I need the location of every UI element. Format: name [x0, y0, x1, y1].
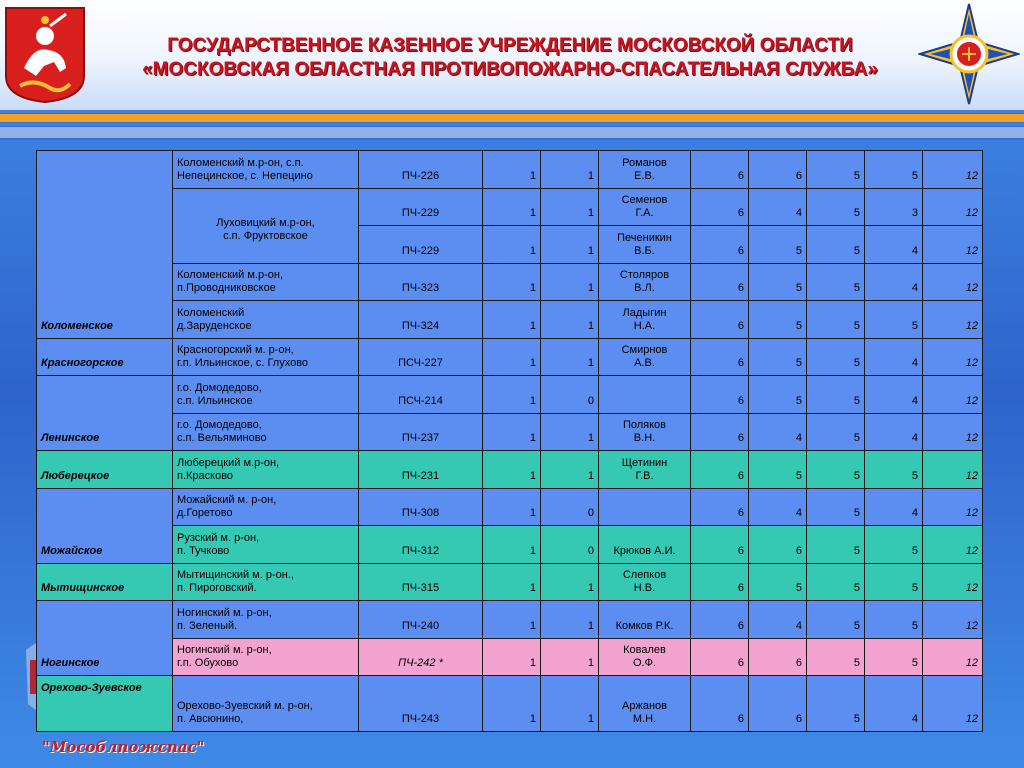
- region-cell: Можайское: [37, 488, 173, 563]
- value-cell: 1: [483, 451, 541, 489]
- value-cell: 0: [541, 376, 599, 414]
- value-cell: 6: [691, 226, 749, 264]
- region-cell: Мытищинское: [37, 563, 173, 601]
- value-cell: 6: [749, 151, 807, 189]
- value-cell: 4: [865, 413, 923, 451]
- value-cell: 1: [483, 376, 541, 414]
- value-cell: 1: [541, 301, 599, 339]
- value-cell: 5: [865, 451, 923, 489]
- location-cell: Коломенский м.р-он, с.п. Непецинское, с. Непецино: [173, 151, 359, 189]
- value-cell: 12: [923, 376, 983, 414]
- value-cell: 6: [691, 563, 749, 601]
- location-cell: Коломенский д.Заруденское: [173, 301, 359, 339]
- fire-stations-table: [36, 150, 983, 732]
- chief-cell: Поляков В.Н.: [599, 413, 691, 451]
- value-cell: 1: [541, 263, 599, 301]
- value-cell: 1: [541, 338, 599, 376]
- value-cell: 4: [749, 601, 807, 639]
- table-row: [37, 451, 983, 489]
- chief-cell: Печеникин В.Б.: [599, 226, 691, 264]
- value-cell: 1: [483, 638, 541, 676]
- value-cell: 5: [865, 601, 923, 639]
- value-cell: 5: [749, 563, 807, 601]
- value-cell: 6: [691, 376, 749, 414]
- chief-cell: [599, 376, 691, 414]
- region-cell: Орехово-Зуевское: [37, 676, 173, 732]
- value-cell: 1: [483, 676, 541, 732]
- value-cell: 4: [865, 226, 923, 264]
- fire-rescue-emblem-icon: [918, 2, 1020, 106]
- value-cell: 5: [749, 263, 807, 301]
- table-row: [37, 188, 983, 226]
- unit-cell: ПСЧ-214: [359, 376, 483, 414]
- location-cell: Ногинский м. р-он, г.п. Обухово: [173, 638, 359, 676]
- chief-cell: Ковалев О.Ф.: [599, 638, 691, 676]
- value-cell: 1: [483, 488, 541, 526]
- value-cell: 1: [483, 601, 541, 639]
- value-cell: 5: [807, 676, 865, 732]
- region-cell: Коломенское: [37, 151, 173, 339]
- value-cell: 12: [923, 413, 983, 451]
- value-cell: 12: [923, 638, 983, 676]
- table-row: [37, 601, 983, 639]
- table-row: [37, 376, 983, 414]
- value-cell: 1: [541, 151, 599, 189]
- chief-cell: Семенов Г.А.: [599, 188, 691, 226]
- location-cell: Красногорский м. р-он, г.п. Ильинское, с. Глухово: [173, 338, 359, 376]
- unit-cell: ПЧ-240: [359, 601, 483, 639]
- value-cell: 12: [923, 263, 983, 301]
- location-cell: г.о. Домодедово, с.п. Ильинское: [173, 376, 359, 414]
- value-cell: 5: [749, 338, 807, 376]
- unit-cell: ПЧ-243: [359, 676, 483, 732]
- value-cell: 5: [807, 488, 865, 526]
- value-cell: 6: [691, 638, 749, 676]
- region-cell: Люберецкое: [37, 451, 173, 489]
- chief-cell: Слепков Н.В.: [599, 563, 691, 601]
- value-cell: 5: [807, 301, 865, 339]
- chief-cell: Щетинин Г.В.: [599, 451, 691, 489]
- value-cell: 1: [483, 526, 541, 564]
- region-cell: Ногинское: [37, 601, 173, 676]
- location-cell: Коломенский м.р-он, п.Проводниковское: [173, 263, 359, 301]
- unit-cell: ПЧ-308: [359, 488, 483, 526]
- chief-cell: Смирнов А.В.: [599, 338, 691, 376]
- value-cell: 4: [865, 338, 923, 376]
- value-cell: 1: [541, 226, 599, 264]
- value-cell: 4: [749, 488, 807, 526]
- value-cell: 12: [923, 451, 983, 489]
- table-row: [37, 488, 983, 526]
- value-cell: 5: [807, 451, 865, 489]
- value-cell: 12: [923, 601, 983, 639]
- value-cell: 6: [691, 151, 749, 189]
- table-row: [37, 563, 983, 601]
- value-cell: 6: [691, 188, 749, 226]
- value-cell: 1: [541, 638, 599, 676]
- page-title: [100, 34, 920, 82]
- value-cell: 5: [807, 376, 865, 414]
- unit-cell: ПЧ-323: [359, 263, 483, 301]
- unit-cell: ПЧ-324: [359, 301, 483, 339]
- unit-cell: ПЧ-315: [359, 563, 483, 601]
- table-row: [37, 676, 983, 732]
- value-cell: 5: [865, 301, 923, 339]
- region-cell: Красногорское: [37, 338, 173, 376]
- value-cell: 6: [691, 526, 749, 564]
- value-cell: 6: [691, 676, 749, 732]
- value-cell: 5: [807, 413, 865, 451]
- value-cell: 5: [807, 151, 865, 189]
- unit-cell: ПЧ-242 *: [359, 638, 483, 676]
- value-cell: 1: [483, 188, 541, 226]
- value-cell: 5: [807, 263, 865, 301]
- table-row: [37, 413, 983, 451]
- value-cell: 1: [483, 563, 541, 601]
- header-stripes: [0, 108, 1024, 140]
- value-cell: 12: [923, 188, 983, 226]
- location-cell: Ногинский м. р-он, п. Зеленый.: [173, 601, 359, 639]
- value-cell: 5: [807, 601, 865, 639]
- value-cell: 4: [749, 188, 807, 226]
- table-row: [37, 638, 983, 676]
- value-cell: 4: [749, 413, 807, 451]
- footer-motto: "Мособлпожспас": [42, 738, 205, 756]
- value-cell: 5: [749, 376, 807, 414]
- value-cell: 6: [691, 301, 749, 339]
- unit-cell: ПЧ-226: [359, 151, 483, 189]
- value-cell: 4: [865, 488, 923, 526]
- location-cell: Рузский м. р-он, п. Тучково: [173, 526, 359, 564]
- value-cell: 6: [691, 263, 749, 301]
- value-cell: 5: [807, 526, 865, 564]
- table-row: [37, 263, 983, 301]
- value-cell: 5: [807, 226, 865, 264]
- location-cell: Орехово-Зуевский м. р-он, п. Авсюнино,: [173, 676, 359, 732]
- location-cell: Мытищинский м. р-он., п. Пироговский.: [173, 563, 359, 601]
- value-cell: 12: [923, 676, 983, 732]
- location-cell: Можайский м. р-он, д.Горетово: [173, 488, 359, 526]
- chief-cell: Комков Р.К.: [599, 601, 691, 639]
- value-cell: 1: [483, 263, 541, 301]
- unit-cell: ПЧ-229: [359, 188, 483, 226]
- value-cell: 6: [691, 488, 749, 526]
- value-cell: 0: [541, 526, 599, 564]
- value-cell: 12: [923, 301, 983, 339]
- value-cell: 6: [749, 676, 807, 732]
- value-cell: 6: [691, 451, 749, 489]
- table-row: [37, 526, 983, 564]
- unit-cell: ПЧ-229: [359, 226, 483, 264]
- unit-cell: ПЧ-231: [359, 451, 483, 489]
- value-cell: 12: [923, 151, 983, 189]
- value-cell: 4: [865, 676, 923, 732]
- location-cell: Люберецкий м.р-он, п.Красково: [173, 451, 359, 489]
- table-row: [37, 338, 983, 376]
- unit-cell: ПСЧ-227: [359, 338, 483, 376]
- unit-cell: ПЧ-237: [359, 413, 483, 451]
- title-line-1: ГОСУДАРСТВЕННОЕ КАЗЕННОЕ УЧРЕЖДЕНИЕ МОСКОВСКОЙ ОБЛАСТИ: [167, 35, 853, 56]
- table-row: [37, 301, 983, 339]
- value-cell: 5: [749, 226, 807, 264]
- value-cell: 0: [541, 488, 599, 526]
- table-row: [37, 151, 983, 189]
- value-cell: 5: [865, 563, 923, 601]
- value-cell: 12: [923, 488, 983, 526]
- value-cell: 5: [749, 451, 807, 489]
- value-cell: 1: [483, 413, 541, 451]
- value-cell: 4: [865, 263, 923, 301]
- value-cell: 5: [865, 151, 923, 189]
- value-cell: 3: [865, 188, 923, 226]
- value-cell: 6: [691, 601, 749, 639]
- value-cell: 1: [541, 413, 599, 451]
- chief-cell: Ладыгин Н.А.: [599, 301, 691, 339]
- chief-cell: Столяров В.Л.: [599, 263, 691, 301]
- value-cell: 6: [691, 338, 749, 376]
- value-cell: 5: [865, 638, 923, 676]
- unit-cell: ПЧ-312: [359, 526, 483, 564]
- value-cell: 12: [923, 338, 983, 376]
- value-cell: 5: [807, 338, 865, 376]
- value-cell: 5: [807, 563, 865, 601]
- value-cell: 1: [541, 451, 599, 489]
- value-cell: 5: [807, 188, 865, 226]
- value-cell: 1: [541, 563, 599, 601]
- value-cell: 6: [691, 413, 749, 451]
- location-cell: Луховицкий м.р-он, с.п. Фруктовское: [173, 188, 359, 263]
- value-cell: 12: [923, 526, 983, 564]
- value-cell: 1: [483, 338, 541, 376]
- title-line-2: «МОСКОВСКАЯ ОБЛАСТНАЯ ПРОТИВОПОЖАРНО-СПАСАТЕЛЬНАЯ СЛУЖБА»: [142, 59, 878, 80]
- value-cell: 6: [749, 526, 807, 564]
- moscow-oblast-coat-of-arms-icon: [4, 6, 86, 104]
- value-cell: 1: [541, 676, 599, 732]
- value-cell: 12: [923, 563, 983, 601]
- value-cell: 1: [541, 601, 599, 639]
- value-cell: 6: [749, 638, 807, 676]
- value-cell: 1: [483, 226, 541, 264]
- value-cell: 1: [483, 151, 541, 189]
- location-cell: г.о. Домодедово, с.п. Вельяминово: [173, 413, 359, 451]
- chief-cell: [599, 488, 691, 526]
- value-cell: 5: [865, 526, 923, 564]
- chief-cell: Крюков А.И.: [599, 526, 691, 564]
- chief-cell: Аржанов М.Н.: [599, 676, 691, 732]
- value-cell: 4: [865, 376, 923, 414]
- region-cell: Ленинское: [37, 376, 173, 451]
- value-cell: 1: [541, 188, 599, 226]
- value-cell: 1: [483, 301, 541, 339]
- value-cell: 5: [807, 638, 865, 676]
- value-cell: 12: [923, 226, 983, 264]
- chief-cell: Романов Е.В.: [599, 151, 691, 189]
- value-cell: 5: [749, 301, 807, 339]
